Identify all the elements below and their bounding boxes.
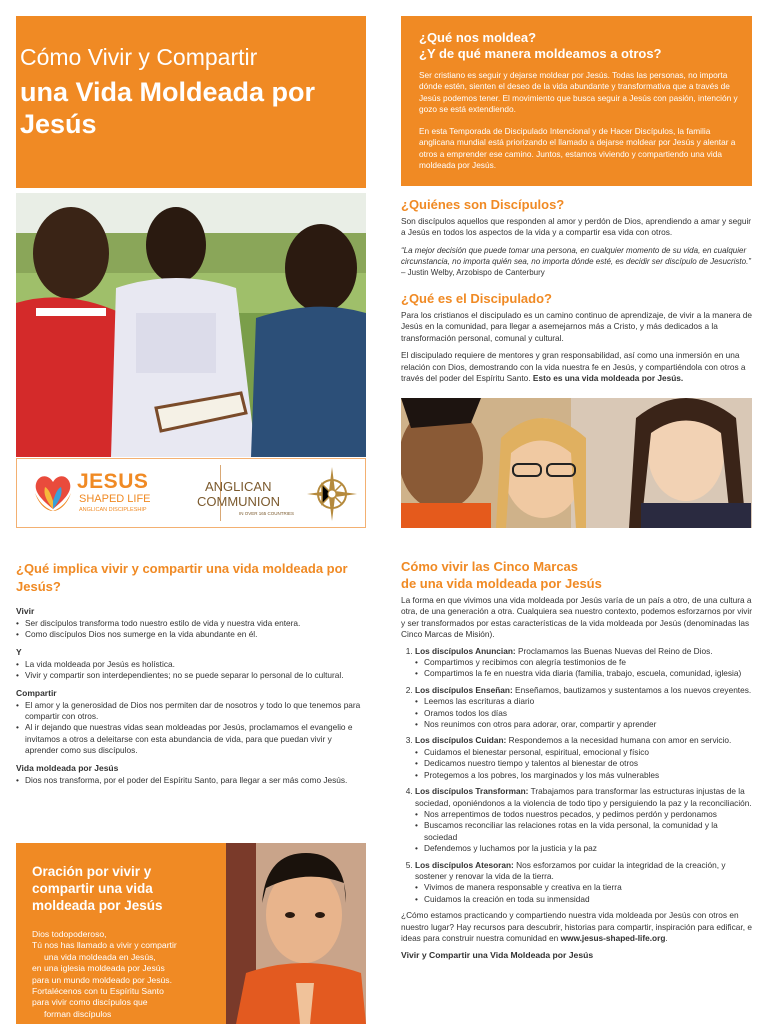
marca-sublist	[415, 882, 752, 905]
marca-text: Nos esforzamos por cuidar la integridad de la creación, y sostener y renovar la vida de la tierra.	[415, 859, 726, 881]
marca-item	[415, 860, 752, 906]
implica-section	[16, 560, 361, 786]
oracion-line: en una iglesia moldeada por Jesús	[32, 963, 165, 974]
oracion-box	[16, 843, 226, 1024]
marcas-heading	[401, 558, 752, 592]
outro-text: ¿Cómo estamos practicando y compartiendo nuestra vida moldeada por Jesús con otros en nuestro lugar? Hay recursos para descubrir, historias para compartir, inspiración para edificar, e ideas para construir nuestra comunidad en	[401, 910, 752, 943]
logo-anglican-text: ANGLICAN	[205, 479, 272, 494]
quienes-paragraph: Son discípulos aquellos que responden al amor y perdón de Dios, aprendiendo a amar y seguir a Jesús en todos los aspectos de la vida y a compartir esa vida con otros.	[401, 216, 752, 238]
marca-text: Proclamamos las Buenas Nuevas del Reino de Dios.	[515, 645, 713, 656]
marca-sublist	[415, 747, 752, 781]
oracion-line: para un mundo moldeado por Jesús.	[32, 974, 172, 985]
discipulado-p2-text: El discipulado requiere de mentores y gran responsabilidad, así como una inmersión en una relación con Dios, demostrando con la vida nuestra fe en Jesús, y compartiéndola con otros a través del poder del Espíritu Santo.	[401, 350, 746, 384]
quienes-heading: ¿Quiénes son Discípulos?	[401, 197, 565, 212]
marca-sublist	[415, 657, 752, 680]
list-item: • Ser discípulos transforma todo nuestro estilo de vida y nuestra vida entera.	[16, 618, 361, 629]
photo-young-people-smiling	[401, 398, 752, 528]
marcas-intro: La forma en que vivimos una vida moldeada por Jesús varía de un país a otro, de una cultura a otra, de una generación a otra. Cualquiera sea nuestro contexto, podemos esforzarnos por vivir y ser transformados por estas características de la vida moldeada por Jesús (denominadas las Cinco Marcas de Misión).	[401, 595, 752, 640]
list-item: • Compartimos y recibimos con alegría testimonios de fe	[415, 657, 752, 668]
moldea-paragraph-1: Ser cristiano es seguir y dejarse moldear por Jesús. Todas las personas, no importa dónde estén, sienten el deseo de la vida abundante y transformativa que a través de Jesús podemos tener. El movimiento que busca seguir a Jesús con pasión, intención y gozo se está extendiendo.	[419, 70, 738, 114]
marca-sublist	[415, 809, 752, 855]
oracion-line: forman discípulos	[44, 1008, 112, 1019]
compartir-label: Compartir	[16, 687, 57, 698]
marca-title: Los discípulos Anuncian:	[415, 645, 516, 656]
oracion-line: para vivir como discípulos que	[32, 997, 148, 1008]
oracion-text	[32, 929, 222, 1020]
marca-title: Los discípulos Transforman:	[415, 786, 529, 797]
website-link[interactable]: www.jesus-shaped-life.org	[560, 932, 666, 943]
marca-text: Enseñamos, bautizamos y sustentamos a los nuevos creyentes.	[512, 684, 752, 695]
marca-sublist	[415, 696, 752, 730]
discipulado-paragraph-2	[401, 350, 752, 384]
quienes-section	[401, 197, 752, 278]
moldea-heading-line2: ¿Y de qué manera moldeamos a otros?	[419, 46, 662, 61]
discipulado-paragraph-1: Para los cristianos el discipulado es un camino continuo de aprendizaje, de vivir a la manera de Jesús en la comunidad, para llegar a asemejarnos más a Cristo, y más dedicados a la transformación personal, comunal y cultural.	[401, 310, 752, 343]
marca-text: Respondemos a la necesidad humana con amor en servicio.	[506, 735, 732, 746]
vivir-list	[16, 618, 361, 641]
marca-item	[415, 786, 752, 854]
moldea-box	[401, 16, 752, 186]
list-item: • Nos reunimos con otros para adorar, orar, compartir y aprender	[415, 719, 752, 730]
list-item: • Nos arrepentimos de todos nuestros pecados, y pedimos perdón y perdonamos	[415, 809, 752, 820]
list-item: • Leemos las escrituras a diario	[415, 696, 752, 707]
marca-text: Trabajamos para transformar las estructuras injustas de la sociedad, oponiéndonos a la violencia de todo tipo y persiguiendo la paz y la reconciliación.	[415, 786, 752, 808]
list-item: • Como discípulos Dios nos sumerge en la vida abundante en él.	[16, 629, 361, 640]
oracion-line: Fortalécenos con tu Espíritu Santo	[32, 986, 164, 997]
logo-shaped-text: SHAPED LIFE	[79, 493, 151, 505]
implica-heading: ¿Qué implica vivir y compartir una vida moldeada por Jesús?	[16, 561, 348, 594]
list-item: • Dedicamos nuestro tiempo y talentos al bienestar de otros	[415, 758, 752, 769]
marca-title: Los discípulos Cuidan:	[415, 735, 507, 746]
compass-rose-icon	[305, 465, 359, 528]
discipulado-p2-bold: Esto es una vida moldeada por Jesús.	[530, 373, 684, 384]
list-item: • La vida moldeada por Jesús es holística.	[16, 659, 361, 670]
vida-label: Vida moldeada por Jesús	[16, 762, 119, 773]
y-label: Y	[16, 646, 22, 657]
title-line2: una Vida Moldeada por Jesús	[20, 77, 316, 139]
oracion-heading: Oración por vivir y compartir una vida moldeada por Jesús	[32, 864, 163, 913]
photo-men-reading-bible	[16, 193, 366, 457]
list-item: • Vivir y compartir son interdependientes; no se puede separar lo personal de lo cultural.	[16, 670, 361, 681]
marca-title: Los discípulos Enseñan:	[415, 684, 513, 695]
list-item: • Cuidamos la creación en toda su inmensidad	[415, 894, 752, 905]
marca-item	[415, 646, 752, 680]
y-list	[16, 659, 361, 682]
list-item: • Buscamos reconciliar las relaciones rotas en la vida personal, la comunidad y la sociedad	[415, 820, 752, 843]
marca-item	[415, 735, 752, 781]
logo-communion-text: COMMUNION	[197, 494, 281, 509]
oracion-line: una vida moldeada en Jesús,	[44, 951, 156, 962]
quote-attribution: – Justin Welby, Arzobispo de Canterbury	[401, 267, 545, 277]
logo-countries-text: IN OVER 165 COUNTRIES	[239, 511, 295, 516]
logo-strip	[16, 458, 366, 528]
compartir-list	[16, 700, 361, 757]
marcas-heading-line1: Cómo vivir las Cinco Marcas	[401, 559, 579, 574]
list-item: • Vivimos de manera responsable y creativa en la tierra	[415, 882, 752, 893]
photo-girl-praying	[226, 843, 366, 1024]
marcas-list	[401, 646, 752, 906]
moldea-heading-line1: ¿Qué nos moldea?	[419, 30, 537, 45]
marcas-heading-line2: de una vida moldeada por Jesús	[401, 576, 602, 591]
oracion-line: Tú nos has llamado a vivir y compartir	[32, 940, 177, 951]
marca-title: Los discípulos Atesoran:	[415, 859, 514, 870]
discipulado-heading: ¿Qué es el Discipulado?	[401, 291, 552, 306]
jesus-shaped-life-logo	[33, 471, 73, 518]
list-item: • El amor y la generosidad de Dios nos permiten dar de nosotros y todo lo que tenemos para compartir con otros.	[16, 700, 361, 723]
marca-item	[415, 685, 752, 731]
title-line1: Cómo Vivir y Compartir	[20, 44, 258, 70]
heart-hands-icon	[33, 471, 73, 513]
vida-list	[16, 775, 361, 786]
marcas-outro	[401, 910, 752, 944]
list-item: • Al ir dejando que nuestras vidas sean moldeadas por Jesús, proclamamos el evangelio e invitamos a otros a deleitarse con esta abundancia de vida, para que puedan vivir y aprender como sus discípulos.	[16, 722, 361, 756]
list-item: • Dios nos transforma, por el poder del Espíritu Santo, para llegar a ser más como Jesús.	[16, 775, 361, 786]
moldea-paragraph-2: En esta Temporada de Discipulado Intencional y de Hacer Discípulos, la familia anglicana mundial está priorizando el llamado a dejarse moldear por Jesús y alentar a otros a emprender ese camino. Juntos, estamos viviendo y compartiendo una vida moldeada por Jesús.	[419, 126, 736, 170]
logo-discipleship-text: ANGLICAN DISCIPLESHIP	[79, 507, 147, 513]
marcas-section	[401, 558, 752, 960]
list-item: • Protegemos a los pobres, los marginados y los más vulnerables	[415, 770, 752, 781]
outro-end: .	[665, 932, 668, 943]
list-item: • Compartimos la fe en nuestra vida diaria (familia, trabajo, escuela, comunidad, iglesia)	[415, 668, 752, 679]
quote-text: “La mejor decisión que puede tomar una persona, en cualquier momento de su vida, en cualquier circunstancia, no importa quién sea, no importa dónde esté, es decidir ser discípulo de Jesucristo.”	[401, 245, 751, 266]
oracion-line: Dios todopoderoso,	[32, 929, 107, 939]
list-item: • Defendemos y luchamos por la justicia y la paz	[415, 843, 752, 854]
vivir-label: Vivir	[16, 606, 35, 616]
list-item: • Cuidamos el bienestar personal, espiritual, emocional y físico	[415, 747, 752, 758]
moldea-heading	[419, 30, 662, 62]
discipulado-section	[401, 291, 752, 384]
marcas-footer: Vivir y Compartir una Vida Moldeada por Jesús	[401, 950, 594, 961]
welby-quote	[401, 245, 752, 278]
list-item: • Oramos todos los días	[415, 708, 752, 719]
logo-jesus-text: JESUS	[77, 470, 149, 493]
